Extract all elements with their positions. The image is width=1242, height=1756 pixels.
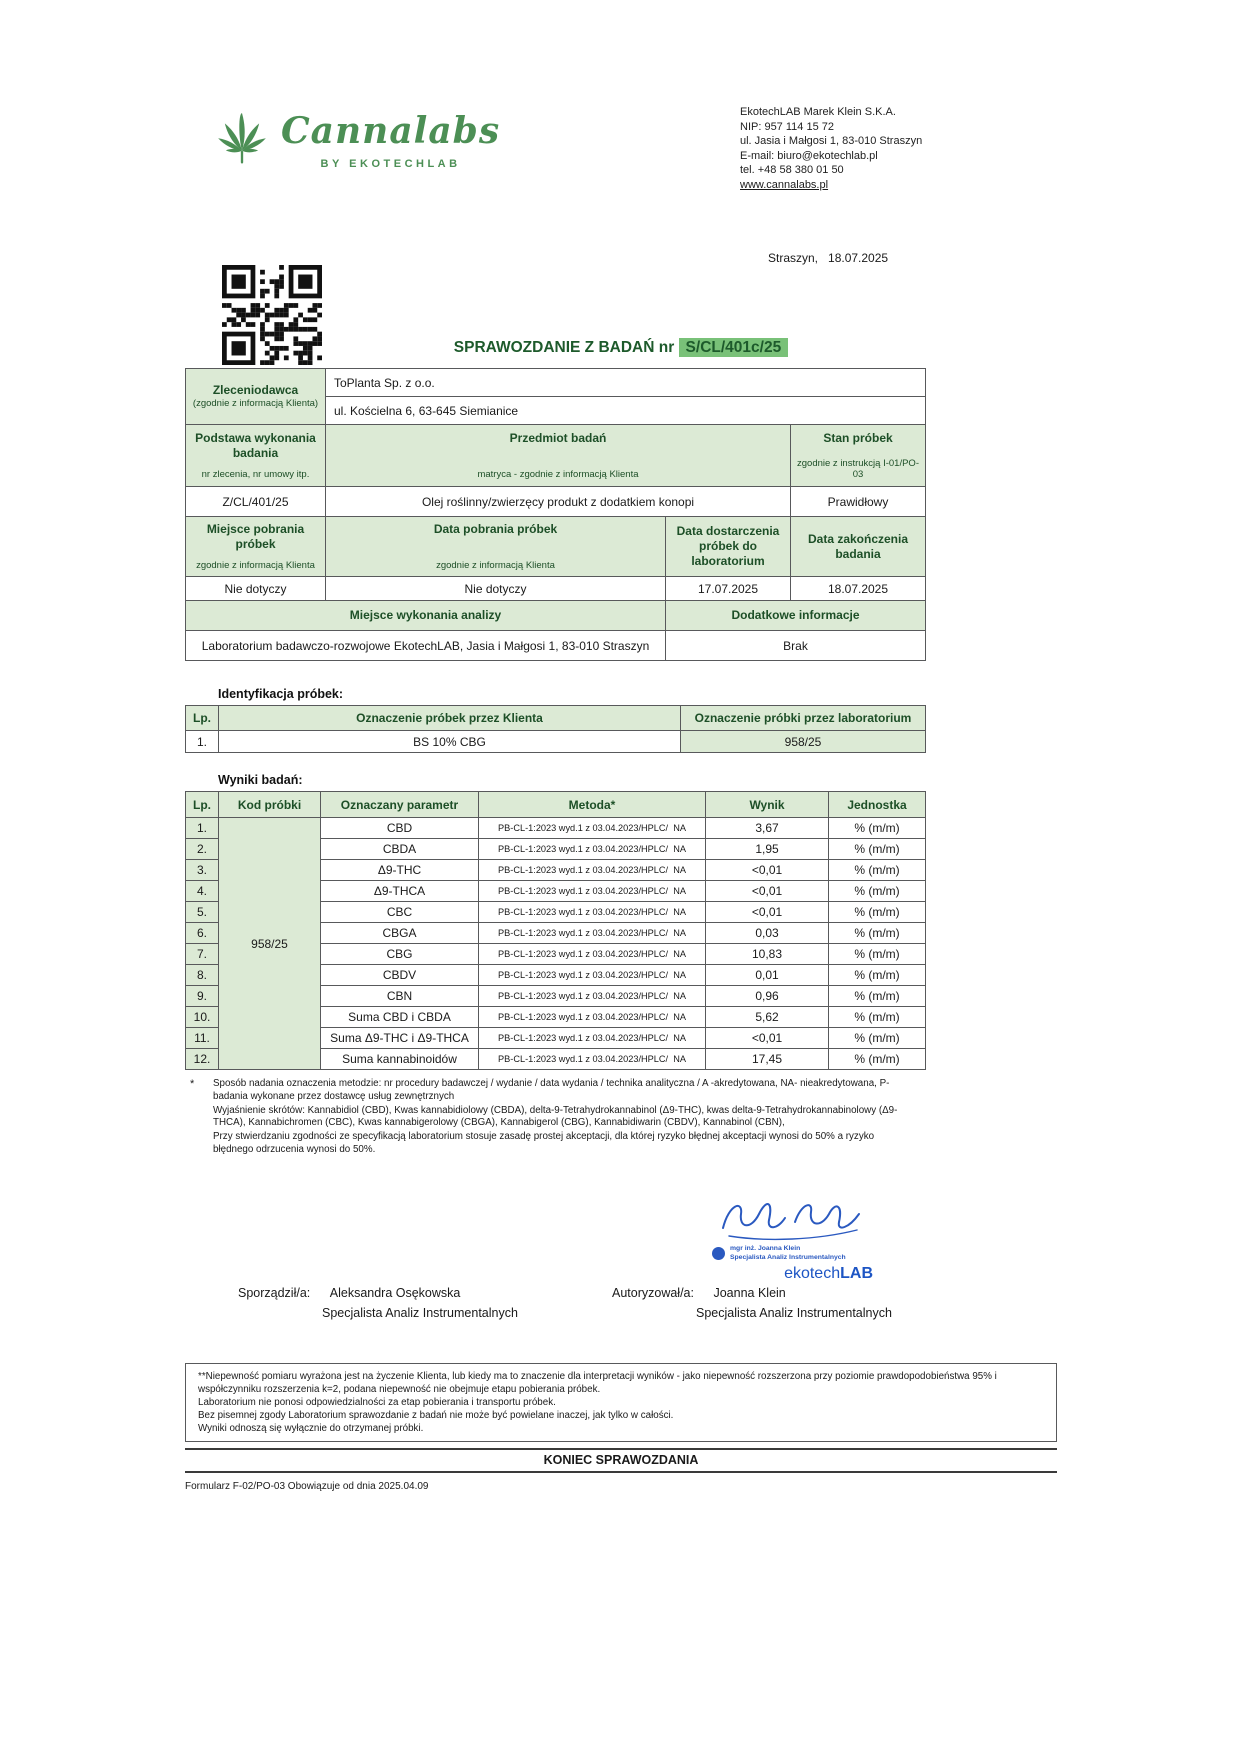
result-method: PB-CL-1:2023 wyd.1 z 03.04.2023/HPLC/ NA — [479, 818, 706, 839]
results-col-unit: Jednostka — [829, 792, 926, 818]
result-unit: % (m/m) — [829, 860, 926, 881]
state-label: Stan próbek — [823, 430, 893, 445]
result-method: PB-CL-1:2023 wyd.1 z 03.04.2023/HPLC/ NA — [479, 1049, 706, 1070]
result-value: 0,96 — [706, 986, 829, 1007]
result-unit: % (m/m) — [829, 881, 926, 902]
result-unit: % (m/m) — [829, 965, 926, 986]
company-nip: NIP: 957 114 15 72 — [740, 120, 834, 133]
analysis-place-label: Miejsce wykonania analizy — [349, 608, 502, 622]
result-param: CBGA — [321, 923, 479, 944]
company-info-block — [740, 105, 922, 192]
ident-lp: 1. — [186, 731, 219, 753]
company-name: EkotechLAB Marek Klein S.K.A. — [740, 106, 896, 118]
sampling-date-header-cell — [326, 517, 666, 577]
result-unit: % (m/m) — [829, 923, 926, 944]
result-method: PB-CL-1:2023 wyd.1 z 03.04.2023/HPLC/ NA — [479, 1007, 706, 1028]
result-param: Suma kannabinoidów — [321, 1049, 479, 1070]
sampling-date-sub: zgodnie z informacją Klienta — [436, 560, 555, 572]
brand-tagline: BY EKOTECHLAB — [320, 157, 461, 170]
result-lp: 6. — [186, 923, 219, 944]
ident-row — [186, 731, 926, 753]
state-sub: zgodnie z instrukcją I-01/PO-03 — [797, 457, 919, 481]
footnote-marker: * — [190, 1078, 195, 1090]
result-param: CBG — [321, 944, 479, 965]
authorization-stamp — [712, 1196, 887, 1283]
state-value-cell: Prawidłowy — [791, 487, 926, 517]
result-value: <0,01 — [706, 902, 829, 923]
result-value: 10,83 — [706, 944, 829, 965]
ident-col-lp: Lp. — [186, 706, 219, 731]
result-lp: 3. — [186, 860, 219, 881]
sampling-date-value-cell: Nie dotyczy — [326, 577, 666, 601]
result-param: Δ9-THC — [321, 860, 479, 881]
result-row — [186, 818, 926, 839]
result-value: 17,45 — [706, 1049, 829, 1070]
report-body — [185, 368, 1057, 1158]
results-section-title: Wyniki badań: — [218, 773, 303, 787]
subject-sub: matryca - zgodnie z informacją Klienta — [477, 469, 639, 481]
basis-label: Podstawa wykonania badania — [195, 430, 316, 460]
result-lp: 1. — [186, 818, 219, 839]
results-table — [185, 791, 926, 1070]
subject-label: Przedmiot badań — [509, 430, 607, 445]
results-col-lp: Lp. — [186, 792, 219, 818]
ident-lab-code: 958/25 — [681, 731, 926, 753]
result-method: PB-CL-1:2023 wyd.1 z 03.04.2023/HPLC/ NA — [479, 902, 706, 923]
client-name-cell: ToPlanta Sp. z o.o. — [326, 369, 926, 397]
result-unit: % (m/m) — [829, 902, 926, 923]
prepared-name: Aleksandra Osękowska — [329, 1286, 461, 1300]
order-number-cell: Z/CL/401/25 — [186, 487, 326, 517]
result-value: <0,01 — [706, 860, 829, 881]
result-method: PB-CL-1:2023 wyd.1 z 03.04.2023/HPLC/ NA — [479, 881, 706, 902]
state-header-cell — [791, 425, 926, 487]
prepared-by-block — [238, 1286, 518, 1320]
ekotechlab-wordmark: ekotechLAB — [784, 1265, 873, 1282]
result-value: 0,03 — [706, 923, 829, 944]
result-method: PB-CL-1:2023 wyd.1 z 03.04.2023/HPLC/ NA — [479, 839, 706, 860]
delivery-date-header-cell — [666, 517, 791, 577]
result-param: Suma CBD i CBDA — [321, 1007, 479, 1028]
result-value: 5,62 — [706, 1007, 829, 1028]
sampling-place-header-cell — [186, 517, 326, 577]
result-lp: 8. — [186, 965, 219, 986]
analysis-place-header-cell — [186, 601, 666, 631]
result-value: <0,01 — [706, 1028, 829, 1049]
result-value: 0,01 — [706, 965, 829, 986]
sampling-place-label: Miejsce pobrania próbek — [206, 521, 305, 551]
method-footnotes — [185, 1078, 925, 1158]
company-address: ul. Jasia i Małgosi 1, 83-010 Straszyn — [740, 135, 923, 147]
results-col-param: Oznaczany parametr — [321, 792, 479, 818]
result-param: Δ9-THCA — [321, 881, 479, 902]
result-unit: % (m/m) — [829, 839, 926, 860]
company-phone: tel. +48 58 380 01 50 — [740, 164, 844, 176]
subject-header-cell — [326, 425, 791, 487]
place-date-line: Straszyn, 18.07.2025 — [768, 251, 889, 265]
sample-code-cell: 958/25 — [219, 818, 321, 1070]
disclaimer-line: Bez pisemnej zgody Laboratorium sprawozdanie z badań nie może być powielane inaczej, jak tylko w całości. — [198, 1410, 674, 1421]
result-lp: 5. — [186, 902, 219, 923]
result-unit: % (m/m) — [829, 1007, 926, 1028]
result-value: 3,67 — [706, 818, 829, 839]
result-lp: 2. — [186, 839, 219, 860]
report-title-prefix: SPRAWOZDANIE Z BADAŃ nr — [453, 339, 675, 356]
result-unit: % (m/m) — [829, 986, 926, 1007]
disclaimer-box — [185, 1363, 1057, 1442]
stamp-role: Specjalista Analiz Instrumentalnych — [730, 1253, 846, 1261]
result-lp: 12. — [186, 1049, 219, 1070]
stamp-name: mgr inż. Joanna Klein — [730, 1245, 801, 1252]
result-param: CBDA — [321, 839, 479, 860]
result-unit: % (m/m) — [829, 944, 926, 965]
result-unit: % (m/m) — [829, 1049, 926, 1070]
extra-info-label: Dodatkowe informacje — [731, 608, 860, 622]
completion-date-header-cell — [791, 517, 926, 577]
basis-header-cell — [186, 425, 326, 487]
sampling-place-value-cell: Nie dotyczy — [186, 577, 326, 601]
cannabis-leaf-icon — [215, 110, 269, 172]
result-param: CBC — [321, 902, 479, 923]
brand-name: Cannalabs — [281, 110, 501, 153]
analysis-place-value-cell: Laboratorium badawczo-rozwojowe EkotechLAB, Jasia i Małgosi 1, 83-010 Straszyn — [186, 631, 666, 661]
subject-value-cell: Olej roślinny/zwierzęcy produkt z dodatkiem konopi — [326, 487, 791, 517]
end-of-report-banner: KONIEC SPRAWOZDANIA — [185, 1448, 1057, 1473]
results-col-code: Kod próbki — [219, 792, 321, 818]
result-method: PB-CL-1:2023 wyd.1 z 03.04.2023/HPLC/ NA — [479, 944, 706, 965]
result-lp: 9. — [186, 986, 219, 1007]
ident-client-code: BS 10% CBG — [219, 731, 681, 753]
prepared-role: Specjalista Analiz Instrumentalnych — [322, 1306, 518, 1320]
result-value: <0,01 — [706, 881, 829, 902]
identification-section-title: Identyfikacja próbek: — [218, 687, 344, 701]
authorized-name: Joanna Klein — [713, 1286, 786, 1300]
company-email: E-mail: biuro@ekotechlab.pl — [740, 149, 878, 162]
report-number: S/CL/401c/25 — [679, 338, 789, 357]
result-unit: % (m/m) — [829, 1028, 926, 1049]
result-value: 1,95 — [706, 839, 829, 860]
client-address-cell: ul. Kościelna 6, 63-645 Siemianice — [326, 397, 926, 425]
result-lp: 4. — [186, 881, 219, 902]
disclaimer-line: **Niepewność pomiaru wyrażona jest na życzenie Klienta, lub kiedy ma to znaczenie dla interpretacji wyników - jako niepewność rozszerzona przy poziomie prawdopodobieństwa 95% i współczynniku rozszerzenia k=2, podana niepewność nie obejmuje etapu pobierania próbek. — [198, 1371, 997, 1395]
disclaimer-line: Wyniki odnoszą się wyłącznie do otrzymanej próbki. — [198, 1423, 424, 1434]
identification-table — [185, 705, 926, 753]
result-param: CBN — [321, 986, 479, 1007]
result-method: PB-CL-1:2023 wyd.1 z 03.04.2023/HPLC/ NA — [479, 923, 706, 944]
result-method: PB-CL-1:2023 wyd.1 z 03.04.2023/HPLC/ NA — [479, 860, 706, 881]
results-col-method: Metoda* — [479, 792, 706, 818]
authorized-by-block — [612, 1286, 892, 1320]
disclaimer-line: Laboratorium nie ponosi odpowiedzialności za etap pobierania i transportu próbek. — [198, 1397, 556, 1408]
ident-col-client: Oznaczenie próbek przez Klienta — [219, 706, 681, 731]
order-info-table — [185, 368, 926, 661]
prepared-label: Sporządził/a: — [238, 1286, 311, 1300]
report-title — [185, 339, 1057, 357]
client-label-sub: (zgodnie z informacją Klienta) — [192, 398, 319, 410]
result-lp: 10. — [186, 1007, 219, 1028]
result-method: PB-CL-1:2023 wyd.1 z 03.04.2023/HPLC/ NA — [479, 965, 706, 986]
result-param: Suma Δ9-THC i Δ9-THCA — [321, 1028, 479, 1049]
results-col-result: Wynik — [706, 792, 829, 818]
sampling-date-label: Data pobrania próbek — [433, 521, 558, 536]
result-lp: 11. — [186, 1028, 219, 1049]
basis-sub: nr zlecenia, nr umowy itp. — [201, 469, 310, 481]
form-footer: Formularz F-02/PO-03 Obowiązuje od dnia 2025.04.09 — [185, 1481, 429, 1492]
extra-info-value-cell: Brak — [666, 631, 926, 661]
extra-info-header-cell — [666, 601, 926, 631]
delivery-date-label: Data dostarczenia próbek do laboratorium — [676, 524, 780, 568]
result-method: PB-CL-1:2023 wyd.1 z 03.04.2023/HPLC/ NA — [479, 986, 706, 1007]
authorized-label: Autoryzował/a: — [612, 1286, 694, 1300]
completion-date-value-cell: 18.07.2025 — [791, 577, 926, 601]
client-label: Zleceniodawca — [212, 383, 299, 398]
result-param: CBDV — [321, 965, 479, 986]
delivery-date-value-cell: 17.07.2025 — [666, 577, 791, 601]
cannalabs-logo — [215, 110, 500, 172]
sampling-place-sub: zgodnie z informacją Klienta — [196, 560, 315, 572]
result-unit: % (m/m) — [829, 818, 926, 839]
stamp-badge-icon — [712, 1247, 725, 1260]
website-link[interactable]: www.cannalabs.pl — [740, 178, 829, 191]
authorized-role: Specjalista Analiz Instrumentalnych — [696, 1306, 892, 1320]
result-param: CBD — [321, 818, 479, 839]
result-method: PB-CL-1:2023 wyd.1 z 03.04.2023/HPLC/ NA — [479, 1028, 706, 1049]
handwritten-signature — [712, 1196, 872, 1244]
footnote-line: Sposób nadania oznaczenia metodzie: nr procedury badawczej / wydanie / data wydania / technika analityczna / A -akredytowana, NA- nieakredytowana, P-badania wykonane przez dostawcę usług zewnętrznych — [213, 1078, 890, 1102]
result-lp: 7. — [186, 944, 219, 965]
client-label-cell — [186, 369, 326, 425]
footnote-line: Przy stwierdzaniu zgodności ze specyfikacją laboratorium stosuje zasadę prostej akceptacji, dla której ryzyko błędnej akceptacji wynosi do 50% a ryzyko błędnego odrzucenia wynosi do 50%. — [213, 1131, 875, 1155]
ident-col-lab: Oznaczenie próbki przez laboratorium — [681, 706, 926, 731]
footnote-line: Wyjaśnienie skrótów: Kannabidiol (CBD), Kwas kannabidiolowy (CBDA), delta-9-Tetrahydrokannabinol (Δ9-THC), kwas delta-9-Tetrahydrokannabinolowy (Δ9-THCA), Kannabichromen (CBC), Kwas kannabigerolowy (CBGA), Kannabigerol (CBG), Kannabidiwarin (CBDV), Kannabinol (CBN), — [213, 1104, 898, 1129]
completion-date-label: Data zakończenia badania — [807, 531, 909, 561]
